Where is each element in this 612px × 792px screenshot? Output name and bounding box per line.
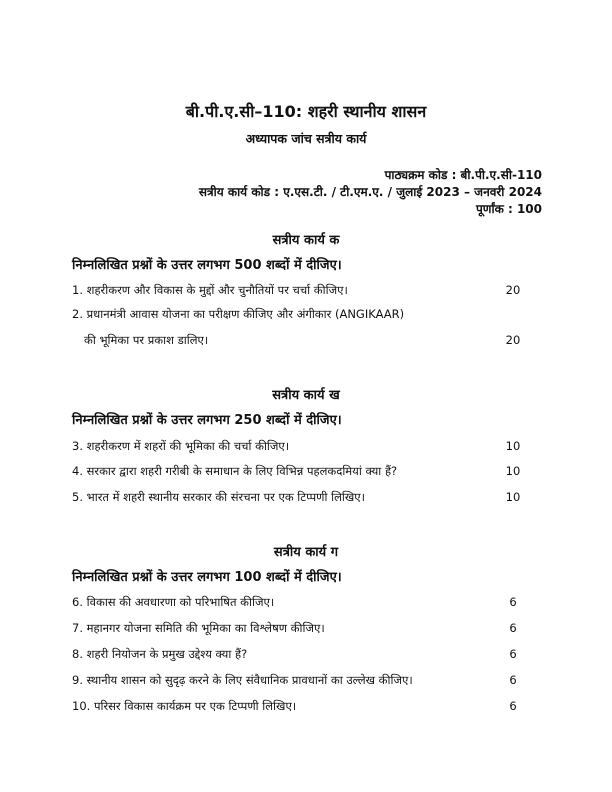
question-2-continued: की भूमिका पर प्रकाश डालिए। xyxy=(84,333,209,347)
max-marks: पूर्णांक : 100 xyxy=(475,202,542,216)
question-7-marks: 6 xyxy=(509,621,517,635)
section-instruction-c: निम्नलिखित प्रश्नों के उत्तर लगभग 100 शब्दों में दीजिए। xyxy=(72,570,342,585)
question-3-marks: 10 xyxy=(505,439,521,453)
section-instruction-a: निम्नलिखित प्रश्नों के उत्तर लगभग 500 शब्दों में दीजिए। xyxy=(72,258,342,273)
question-1: 1. शहरीकरण और विकास के मुद्दों और चुनौतियों पर चर्चा कीजिए। xyxy=(72,283,348,297)
question-9: 9. स्थानीय शासन को सुदृढ़ करने के लिए संवैधानिक प्रावधानों का उल्लेख कीजिए। xyxy=(72,673,413,687)
question-10-marks: 6 xyxy=(509,699,517,713)
course-code: पाठ्यक्रम कोड : बी.पी.ए.सी-110 xyxy=(384,168,542,182)
assignment-code: सत्रीय कार्य कोड : ए.एस.टी. / टी.एम.ए. / जुलाई 2023 – जनवरी 2024 xyxy=(198,185,542,199)
section-instruction-b: निम्नलिखित प्रश्नों के उत्तर लगभग 250 शब्दों में दीजिए। xyxy=(72,413,342,428)
question-6-marks: 6 xyxy=(509,595,517,609)
question-5-marks: 10 xyxy=(505,490,521,504)
question-1-marks: 20 xyxy=(505,283,521,297)
question-8-marks: 6 xyxy=(509,647,517,661)
question-10: 10. परिसर विकास कार्यक्रम पर एक टिप्पणी लिखिए। xyxy=(72,699,297,713)
question-4: 4. सरकार द्वारा शहरी गरीबी के समाधान के लिए विभिन्न पहलकदमियां क्या हैं? xyxy=(72,464,398,478)
question-7: 7. महानगर योजना समिति की भूमिका का विश्लेषण कीजिए। xyxy=(72,621,325,635)
question-8: 8. शहरी नियोजन के प्रमुख उद्देश्य क्या हैं? xyxy=(72,647,248,661)
question-2: 2. प्रधानमंत्री आवास योजना का परीक्षण कीजिए और अंगीकार (ANGIKAAR) xyxy=(72,307,405,321)
document-subtitle: अध्यापक जांच सत्रीय कार्य xyxy=(245,131,367,146)
section-heading-c: सत्रीय कार्य ग xyxy=(273,545,339,560)
question-9-marks: 6 xyxy=(509,673,517,687)
question-4-marks: 10 xyxy=(505,464,521,478)
section-heading-a: सत्रीय कार्य क xyxy=(272,233,340,248)
document-title: बी.पी.ए.सी–110: शहरी स्थानीय शासन xyxy=(185,102,427,121)
question-5: 5. भारत में शहरी स्थानीय सरकार की संरचना पर एक टिप्पणी लिखिए। xyxy=(72,490,365,504)
question-2-marks: 20 xyxy=(505,333,521,347)
question-3: 3. शहरीकरण में शहरों की भूमिका की चर्चा कीजिए। xyxy=(72,439,290,453)
section-heading-b: सत्रीय कार्य ख xyxy=(272,388,340,403)
question-6: 6. विकास की अवधारणा को परिभाषित कीजिए। xyxy=(72,595,275,609)
